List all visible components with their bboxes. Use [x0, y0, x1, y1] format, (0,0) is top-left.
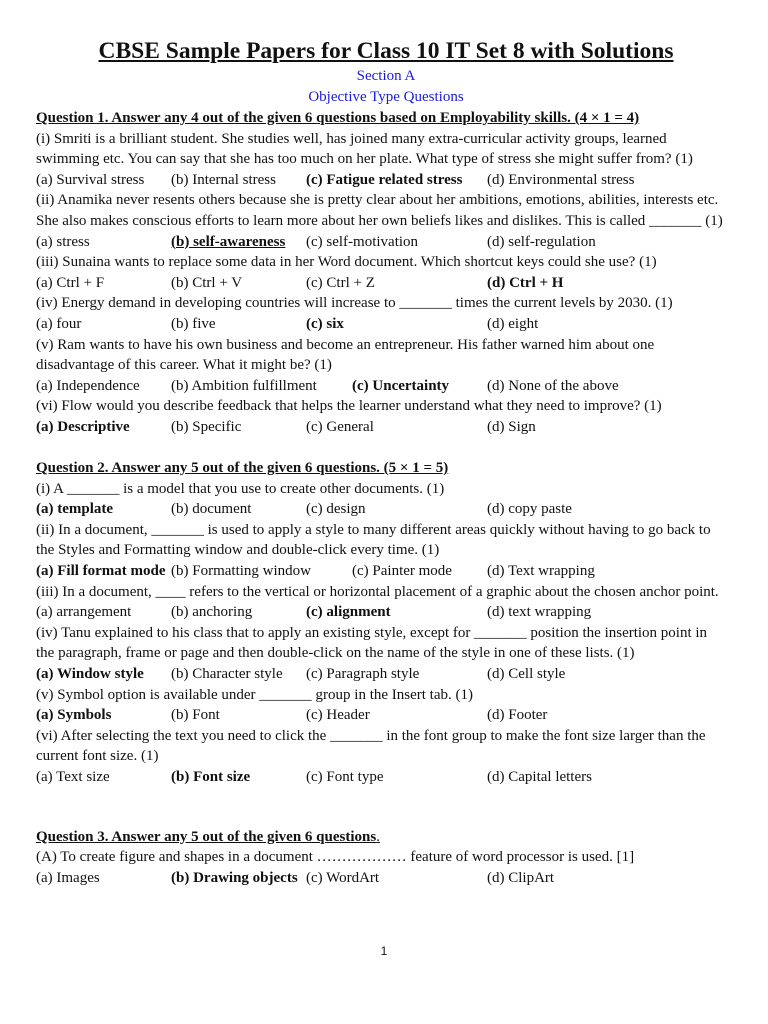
q2-iii-options — [36, 602, 736, 623]
option-d: (d) None of the above — [487, 377, 619, 394]
option-d: (d) Footer — [487, 707, 548, 724]
option-b: (b) document — [171, 501, 252, 518]
option-d: (d) Capital letters — [487, 769, 592, 785]
option-b: (b) Ctrl + V — [171, 274, 243, 291]
q1-ii-options — [36, 232, 736, 253]
q2-v-options — [36, 705, 736, 726]
q3-a-options — [36, 868, 736, 889]
option-b: (b) Ambition fulfillment — [171, 377, 317, 394]
q2-i-text-1: (i) A _______ is a model that you use to create other documents. (1) — [36, 480, 445, 497]
option-b: (b) five — [171, 315, 216, 332]
q2-iv-text-1: (iv) Tanu explained to his class that to apply an existing style, except for _______ position the insertion point in — [36, 624, 708, 641]
option-c: (c) Header — [306, 707, 370, 724]
option-c: (c) WordArt — [306, 869, 380, 886]
option-b: (b) Formatting window — [171, 563, 311, 580]
option-a-answer: (a) Descriptive — [36, 418, 130, 435]
q1-i-options — [36, 170, 736, 191]
q2-ii-text-1: (ii) In a document, _______ is used to apply a style to many different areas quickly without having to go back to — [36, 521, 711, 538]
q2-ii-options — [36, 561, 736, 582]
option-a: (a) Survival stress — [36, 171, 145, 188]
option-b: (b) Character style — [171, 666, 283, 683]
option-a: (a) Images — [36, 869, 100, 886]
option-c-answer: (c) Uncertainty — [352, 377, 450, 394]
q1-iv-options — [36, 314, 736, 335]
option-a: (a) Independence — [36, 377, 140, 394]
q1-iv-text-1: (iv) Energy demand in developing countries will increase to _______ times the current levels by 2030. (1) — [36, 295, 673, 312]
page-number: 1 — [380, 944, 388, 958]
q1-v-options — [36, 376, 736, 397]
q2-iv-options — [36, 664, 736, 685]
option-a: (a) Text size — [36, 769, 110, 785]
q1-v-text-1: (v) Ram wants to have his own business and become an entrepreneur. His father warned him about one — [36, 336, 655, 353]
section-label: Section A — [356, 68, 416, 84]
option-d: (d) text wrapping — [487, 604, 592, 621]
option-a: (a) stress — [36, 233, 90, 250]
option-b: (b) Internal stress — [171, 171, 276, 188]
option-d: (d) Text wrapping — [487, 563, 595, 580]
q2-vi-text-1: (vi) After selecting the text you need to click the _______ in the font group to make the font size larger than the — [36, 727, 706, 744]
option-c-answer: (c) alignment — [306, 604, 391, 621]
option-b-answer: (b) Font size — [171, 769, 251, 785]
question-1-heading: Question 1. Answer any 4 out of the given 6 questions based on Employability skills. (4 × 1 = 4) — [36, 110, 640, 126]
question-2-heading: Question 2. Answer any 5 out of the given 6 questions. (5 × 1 = 5) — [36, 460, 449, 477]
q2-vi-options — [36, 767, 736, 788]
q1-vi-options — [36, 417, 736, 438]
option-c: (c) Painter mode — [352, 563, 452, 580]
option-d: (d) Cell style — [487, 666, 566, 683]
option-d-answer: (d) Ctrl + H — [487, 274, 564, 291]
q3-a-text-1: (A) To create figure and shapes in a document ……………… feature of word processor is used. [1] — [36, 849, 635, 866]
question-3-heading-period: . — [376, 828, 380, 845]
document-title: CBSE Sample Papers for Class 10 IT Set 8 with Solutions — [98, 38, 674, 64]
q2-iv-text-2: the paragraph, frame or page and then double-click on the name of the style in one of these lists. (1) — [36, 645, 635, 662]
option-c-answer: (c) six — [306, 315, 344, 332]
option-c: (c) Ctrl + Z — [306, 274, 375, 291]
q2-v-text-1: (v) Symbol option is available under _______ group in the Insert tab. (1) — [36, 686, 473, 703]
option-b-answer: (b) self-awareness — [171, 233, 286, 250]
q1-iii-options — [36, 273, 736, 294]
q2-ii-text-2: the Styles and Formatting window and double-click every time. (1) — [36, 542, 440, 559]
q1-vi-text-1: (vi) Flow would you describe feedback that helps the learner understand what they need to improve? (1) — [36, 398, 662, 415]
option-b: (b) Specific — [171, 418, 242, 435]
option-c: (c) self-motivation — [306, 233, 419, 250]
question-3-heading-text: Question 3. Answer any 5 out of the given 6 questions — [36, 828, 377, 845]
option-d: (d) eight — [487, 315, 539, 332]
q1-iii-text-1: (iii) Sunaina wants to replace some data in her Word document. Which shortcut keys could she use? (1) — [36, 254, 657, 271]
option-d: (d) Environmental stress — [487, 171, 635, 188]
q2-iii-text-1: (iii) In a document, ____ refers to the vertical or horizontal placement of a graphic about the chosen anchor point. — [36, 583, 719, 600]
option-d: (d) ClipArt — [487, 869, 555, 886]
subsection-label: Objective Type Questions — [308, 89, 464, 105]
question-3-heading — [36, 827, 736, 848]
option-b: (b) Font — [171, 707, 220, 724]
option-b: (b) anchoring — [171, 604, 253, 621]
q1-ii-text-1: (ii) Anamika never resents others because she is pretty clear about her ambitions, emotions, abilities, interests etc. — [36, 192, 719, 209]
option-a-answer: (a) Fill format mode — [36, 563, 166, 580]
option-a-answer: (a) Window style — [36, 666, 144, 683]
option-a: (a) arrangement — [36, 604, 132, 621]
option-c: (c) General — [306, 418, 374, 435]
q2-vi-text-2: current font size. (1) — [36, 748, 159, 765]
q2-i-options — [36, 499, 736, 520]
option-c-answer: (c) Fatigue related stress — [306, 171, 463, 188]
q1-v-text-2: disadvantage of this career. What it might be? (1) — [36, 357, 332, 374]
option-a-answer: (a) Symbols — [36, 707, 112, 724]
q1-i-text-1: (i) Smriti is a brilliant student. She studies well, has joined many extra-curricular activity groups, learned — [36, 130, 667, 147]
option-a: (a) four — [36, 315, 82, 332]
q1-i-text-2: swimming etc. You can say that she has too much on her plate. What type of stress she might suffer from? (1) — [36, 151, 693, 168]
option-a-answer: (a) template — [36, 501, 114, 518]
document-page — [36, 36, 736, 888]
option-d: (d) Sign — [487, 418, 536, 435]
option-c: (c) Paragraph style — [306, 666, 420, 683]
option-d: (d) self-regulation — [487, 233, 596, 250]
option-c: (c) design — [306, 501, 366, 518]
option-b-answer: (b) Drawing objects — [171, 869, 298, 886]
option-c: (c) Font type — [306, 769, 384, 785]
q1-ii-text-2: She also makes conscious efforts to learn more about her own beliefs likes and dislikes. This is called _______ (1) — [36, 212, 723, 229]
option-a: (a) Ctrl + F — [36, 274, 105, 291]
option-d: (d) copy paste — [487, 501, 572, 518]
